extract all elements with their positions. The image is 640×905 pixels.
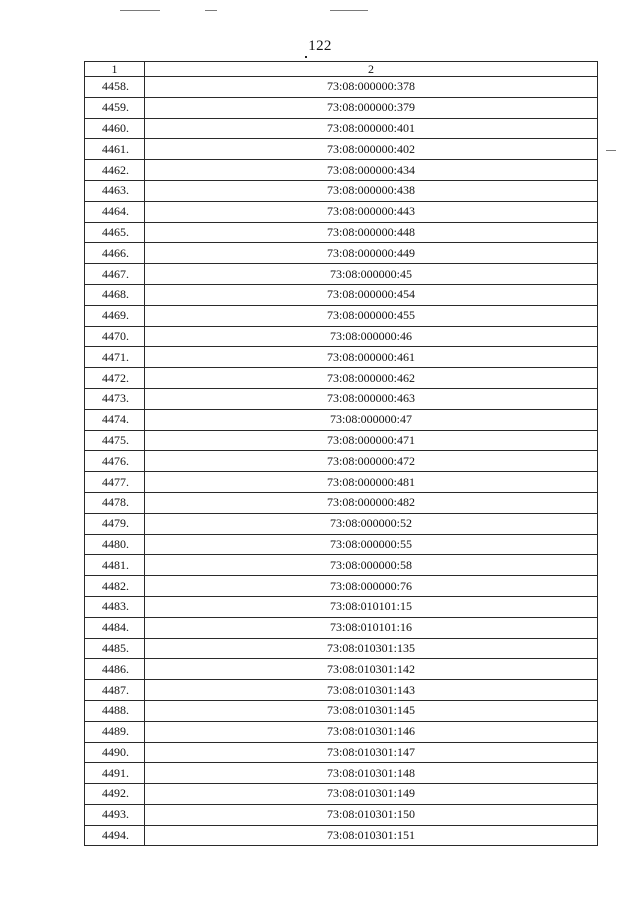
cadastral-number: 73:08:010301:151 — [145, 825, 598, 846]
row-number: 4477. — [85, 472, 145, 493]
cadastral-number: 73:08:010301:150 — [145, 804, 598, 825]
table-row — [85, 763, 598, 784]
table-row — [85, 700, 598, 721]
table-row — [85, 409, 598, 430]
cadastral-number: 73:08:010301:143 — [145, 680, 598, 701]
row-number: 4483. — [85, 596, 145, 617]
table-row — [85, 784, 598, 805]
row-number: 4491. — [85, 763, 145, 784]
row-number: 4486. — [85, 659, 145, 680]
cadastral-number: 73:08:000000:52 — [145, 513, 598, 534]
cadastral-number: 73:08:000000:455 — [145, 305, 598, 326]
table-row — [85, 264, 598, 285]
cadastral-number: 73:08:000000:434 — [145, 160, 598, 181]
row-number: 4476. — [85, 451, 145, 472]
cadastral-number: 73:08:000000:461 — [145, 347, 598, 368]
row-number: 4473. — [85, 388, 145, 409]
cadastral-number: 73:08:000000:47 — [145, 409, 598, 430]
page-number: 122 — [308, 38, 332, 54]
scan-mark — [305, 56, 307, 58]
column-header-number: 1 — [85, 62, 145, 77]
scan-mark — [120, 10, 160, 11]
cadastral-number: 73:08:010301:142 — [145, 659, 598, 680]
row-number: 4484. — [85, 617, 145, 638]
row-number: 4467. — [85, 264, 145, 285]
cadastral-number: 73:08:000000:76 — [145, 576, 598, 597]
column-header-code: 2 — [145, 62, 598, 77]
row-number: 4465. — [85, 222, 145, 243]
row-number: 4474. — [85, 409, 145, 430]
row-number: 4458. — [85, 77, 145, 98]
row-number: 4481. — [85, 555, 145, 576]
table-row — [85, 201, 598, 222]
cadastral-number: 73:08:000000:402 — [145, 139, 598, 160]
table-row — [85, 617, 598, 638]
table-row — [85, 118, 598, 139]
table-row — [85, 492, 598, 513]
table-row — [85, 742, 598, 763]
cadastral-number: 73:08:000000:472 — [145, 451, 598, 472]
row-number: 4482. — [85, 576, 145, 597]
cadastral-number: 73:08:000000:463 — [145, 388, 598, 409]
table-row — [85, 222, 598, 243]
table-row — [85, 513, 598, 534]
cadastral-number: 73:08:010301:135 — [145, 638, 598, 659]
row-number: 4472. — [85, 368, 145, 389]
table-row — [85, 160, 598, 181]
table-row — [85, 388, 598, 409]
table-row — [85, 680, 598, 701]
row-number: 4490. — [85, 742, 145, 763]
scan-mark — [606, 150, 616, 151]
table-row — [85, 659, 598, 680]
cadastral-number: 73:08:010301:145 — [145, 700, 598, 721]
cadastral-number: 73:08:000000:462 — [145, 368, 598, 389]
cadastral-number: 73:08:000000:58 — [145, 555, 598, 576]
row-number: 4493. — [85, 804, 145, 825]
cadastral-number: 73:08:000000:448 — [145, 222, 598, 243]
cadastral-number: 73:08:000000:401 — [145, 118, 598, 139]
row-number: 4485. — [85, 638, 145, 659]
row-number: 4489. — [85, 721, 145, 742]
table-header — [85, 62, 598, 77]
table-row — [85, 721, 598, 742]
row-number: 4466. — [85, 243, 145, 264]
table-row — [85, 430, 598, 451]
row-number: 4469. — [85, 305, 145, 326]
table-row — [85, 534, 598, 555]
scan-mark — [330, 10, 368, 11]
cadastral-number: 73:08:010301:147 — [145, 742, 598, 763]
table-row — [85, 576, 598, 597]
table-row — [85, 825, 598, 846]
table-row — [85, 284, 598, 305]
table-row — [85, 243, 598, 264]
row-number: 4462. — [85, 160, 145, 181]
table-row — [85, 139, 598, 160]
table-body — [85, 77, 598, 846]
cadastral-number: 73:08:000000:449 — [145, 243, 598, 264]
cadastral-number: 73:08:000000:454 — [145, 284, 598, 305]
table-row — [85, 77, 598, 98]
cadastral-number: 73:08:000000:438 — [145, 180, 598, 201]
row-number: 4492. — [85, 784, 145, 805]
table-row — [85, 97, 598, 118]
cadastral-number: 73:08:010101:15 — [145, 596, 598, 617]
row-number: 4471. — [85, 347, 145, 368]
table-row — [85, 804, 598, 825]
row-number: 4494. — [85, 825, 145, 846]
table-row — [85, 305, 598, 326]
table-row — [85, 368, 598, 389]
row-number: 4488. — [85, 700, 145, 721]
table-row — [85, 596, 598, 617]
table-row — [85, 472, 598, 493]
table-row — [85, 451, 598, 472]
cadastral-number: 73:08:000000:443 — [145, 201, 598, 222]
scan-mark — [205, 10, 217, 11]
cadastral-number: 73:08:010101:16 — [145, 617, 598, 638]
cadastral-number: 73:08:010301:146 — [145, 721, 598, 742]
table-row — [85, 326, 598, 347]
cadastral-number: 73:08:000000:379 — [145, 97, 598, 118]
table-row — [85, 638, 598, 659]
row-number: 4480. — [85, 534, 145, 555]
row-number: 4461. — [85, 139, 145, 160]
row-number: 4468. — [85, 284, 145, 305]
table-row — [85, 180, 598, 201]
cadastral-number: 73:08:000000:45 — [145, 264, 598, 285]
table-row — [85, 347, 598, 368]
cadastral-number: 73:08:000000:481 — [145, 472, 598, 493]
cadastral-number: 73:08:000000:46 — [145, 326, 598, 347]
row-number: 4475. — [85, 430, 145, 451]
cadastral-number: 73:08:000000:482 — [145, 492, 598, 513]
row-number: 4460. — [85, 118, 145, 139]
row-number: 4464. — [85, 201, 145, 222]
row-number: 4479. — [85, 513, 145, 534]
cadastral-number: 73:08:000000:471 — [145, 430, 598, 451]
header-row — [85, 62, 598, 77]
cadastral-number: 73:08:000000:55 — [145, 534, 598, 555]
cadastral-number: 73:08:010301:149 — [145, 784, 598, 805]
cadastral-number: 73:08:010301:148 — [145, 763, 598, 784]
row-number: 4459. — [85, 97, 145, 118]
row-number: 4463. — [85, 180, 145, 201]
row-number: 4470. — [85, 326, 145, 347]
cadastral-number: 73:08:000000:378 — [145, 77, 598, 98]
row-number: 4487. — [85, 680, 145, 701]
row-number: 4478. — [85, 492, 145, 513]
table-row — [85, 555, 598, 576]
cadastral-table — [84, 61, 598, 846]
